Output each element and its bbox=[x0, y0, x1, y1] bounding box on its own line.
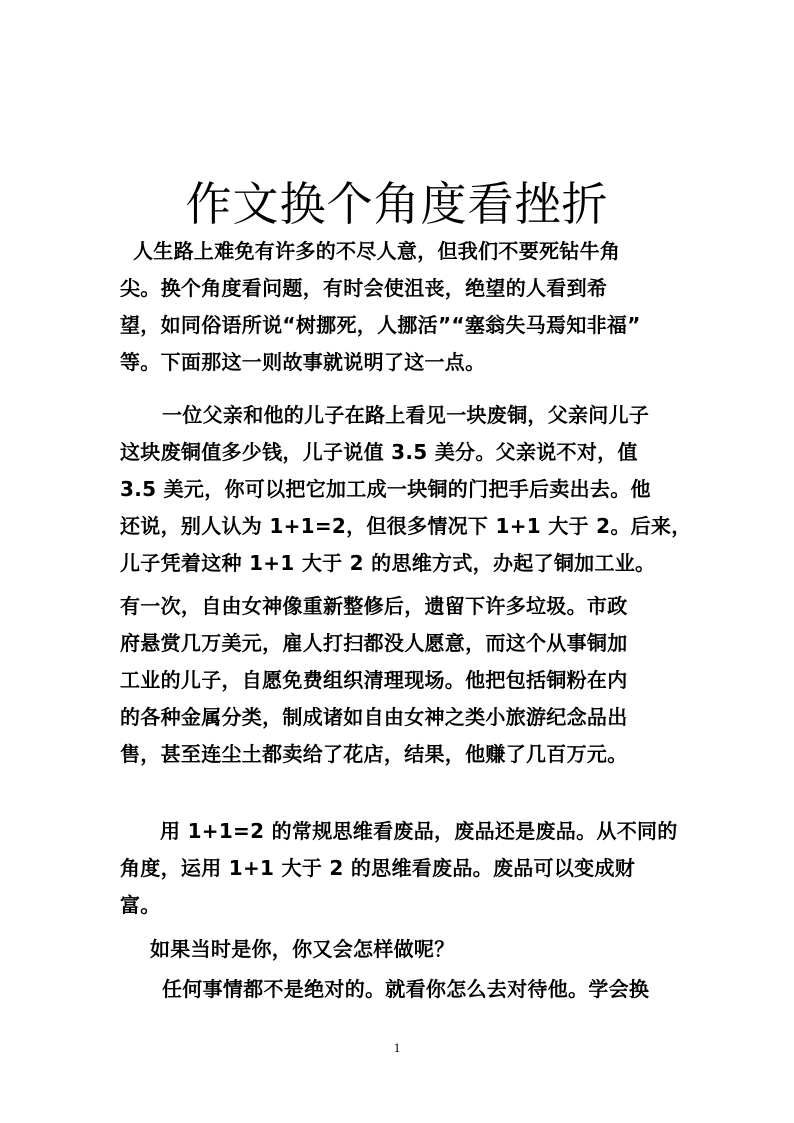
text-line: 售，甚至连尘土都卖给了花店，结果，他赚了几百万元。 bbox=[120, 742, 628, 766]
text-line: 如果当时是你，你又会怎样做呢？ bbox=[150, 937, 455, 961]
text-line: 儿子凭着这种 1+1 大于 2 的思维方式，办起了铜加工业。 bbox=[120, 551, 656, 575]
text-line: 用 1+1=2 的常规思维看废品，废品还是废品。从不同的 bbox=[160, 819, 678, 843]
text-line: 望，如同俗语所说“树挪死，人挪活”“塞翁失马焉知非福” bbox=[120, 313, 641, 337]
text-line: 一位父亲和他的儿子在路上看见一块废铜，父亲问儿子 bbox=[162, 403, 650, 427]
text-line: 这块废铜值多少钱，儿子说值 3.5 美分。父亲说不对，值 bbox=[120, 440, 638, 464]
text-line: 任何事情都不是绝对的。就看你怎么去对待他。学会换 bbox=[162, 977, 650, 1001]
text-line: 有一次，自由女神像重新整修后，遗留下许多垃圾。市政 bbox=[120, 594, 628, 618]
text-line: 还说，别人认为 1+1=2，但很多情况下 1+1 大于 2。后来， bbox=[120, 514, 692, 538]
text-line: 工业的儿子，自愿免费组织清理现场。他把包括铜粉在内 bbox=[120, 668, 628, 692]
text-line: 等。下面那这一则故事就说明了这一点。 bbox=[120, 350, 486, 374]
document-title: 作文换个角度看挫折 bbox=[185, 176, 609, 231]
text-line: 人生路上难免有许多的不尽人意，但我们不要死钻牛角 bbox=[133, 239, 621, 263]
page-number: 1 bbox=[393, 1040, 401, 1055]
text-line: 尖。换个角度看问题，有时会使沮丧，绝望的人看到希 bbox=[120, 276, 608, 300]
text-line: 府悬赏几万美元，雇人打扫都没人愿意，而这个从事铜加 bbox=[120, 631, 628, 655]
text-line: 角度，运用 1+1 大于 2 的思维看废品。废品可以变成财 bbox=[120, 856, 636, 880]
text-line: 的各种金属分类，制成诸如自由女神之类小旅游纪念品出 bbox=[120, 705, 628, 729]
text-line: 富。 bbox=[120, 893, 161, 917]
text-line: 3.5 美元，你可以把它加工成一块铜的门把手后卖出去。他 bbox=[120, 477, 651, 501]
